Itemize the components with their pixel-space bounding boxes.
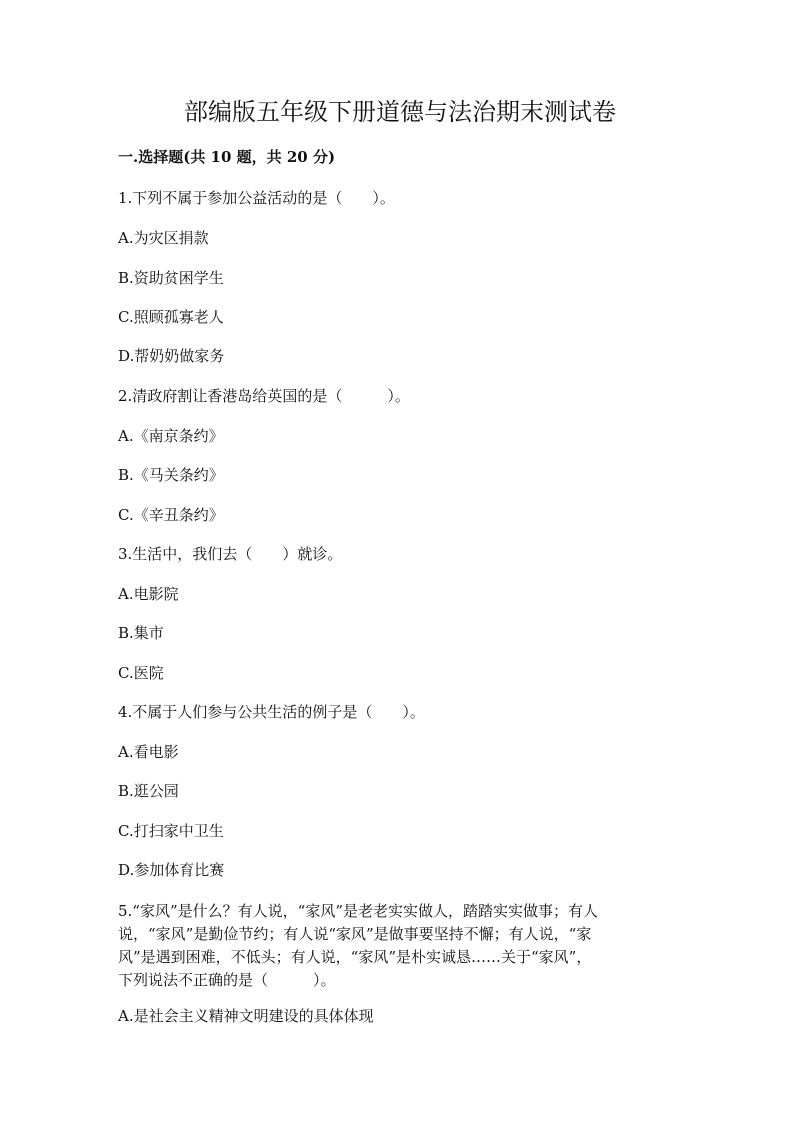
question-4-option-d[interactable]: D.参加体育比赛 xyxy=(118,861,225,879)
question-2-option-a[interactable]: A.《南京条约》 xyxy=(118,427,224,445)
question-5-stem-line-4: 下列说法不正确的是（ ）。 xyxy=(118,971,336,989)
question-5-stem-line-3: 风”是遇到困难，不低头；有人说，“家风”是朴实诚恳……关于“家风”， xyxy=(118,948,592,966)
question-2-stem: 2.清政府割让香港岛给英国的是（ ）。 xyxy=(118,387,410,405)
question-4-stem: 4.不属于人们参与公共生活的例子是（ ）。 xyxy=(118,703,425,721)
question-5-stem-line-1: 5.“家风”是什么？有人说，“家风”是老老实实做人，踏踏实实做事；有人 xyxy=(118,902,598,920)
page-title: 部编版五年级下册道德与法治期末测试卷 xyxy=(184,98,616,126)
question-1-option-b[interactable]: B.资助贫困学生 xyxy=(118,269,224,287)
question-1-option-c[interactable]: C.照顾孤寡老人 xyxy=(118,308,224,326)
question-1-option-a[interactable]: A.为灾区捐款 xyxy=(118,229,209,247)
question-1-stem: 1.下列不属于参加公益活动的是（ ）。 xyxy=(118,189,395,207)
question-5-stem-line-2: 说，“家风”是勤俭节约；有人说“家风”是做事要坚持不懈；有人说，“家 xyxy=(118,925,592,943)
question-2-option-b[interactable]: B.《马关条约》 xyxy=(118,466,224,484)
question-4-option-b[interactable]: B.逛公园 xyxy=(118,782,179,800)
question-2-option-c[interactable]: C.《辛丑条约》 xyxy=(118,506,224,524)
question-4-option-a[interactable]: A.看电影 xyxy=(118,743,179,761)
question-1-option-d[interactable]: D.帮奶奶做家务 xyxy=(118,347,225,365)
question-3-option-b[interactable]: B.集市 xyxy=(118,624,164,642)
section-heading: 一.选择题(共 10 题，共 20 分) xyxy=(118,148,336,166)
question-5-option-a[interactable]: A.是社会主义精神文明建设的具体体现 xyxy=(118,1007,374,1025)
question-4-option-c[interactable]: C.打扫家中卫生 xyxy=(118,822,224,840)
question-3-stem: 3.生活中，我们去（ ）就诊。 xyxy=(118,545,343,563)
question-3-option-a[interactable]: A.电影院 xyxy=(118,585,179,603)
question-3-option-c[interactable]: C.医院 xyxy=(118,664,164,682)
